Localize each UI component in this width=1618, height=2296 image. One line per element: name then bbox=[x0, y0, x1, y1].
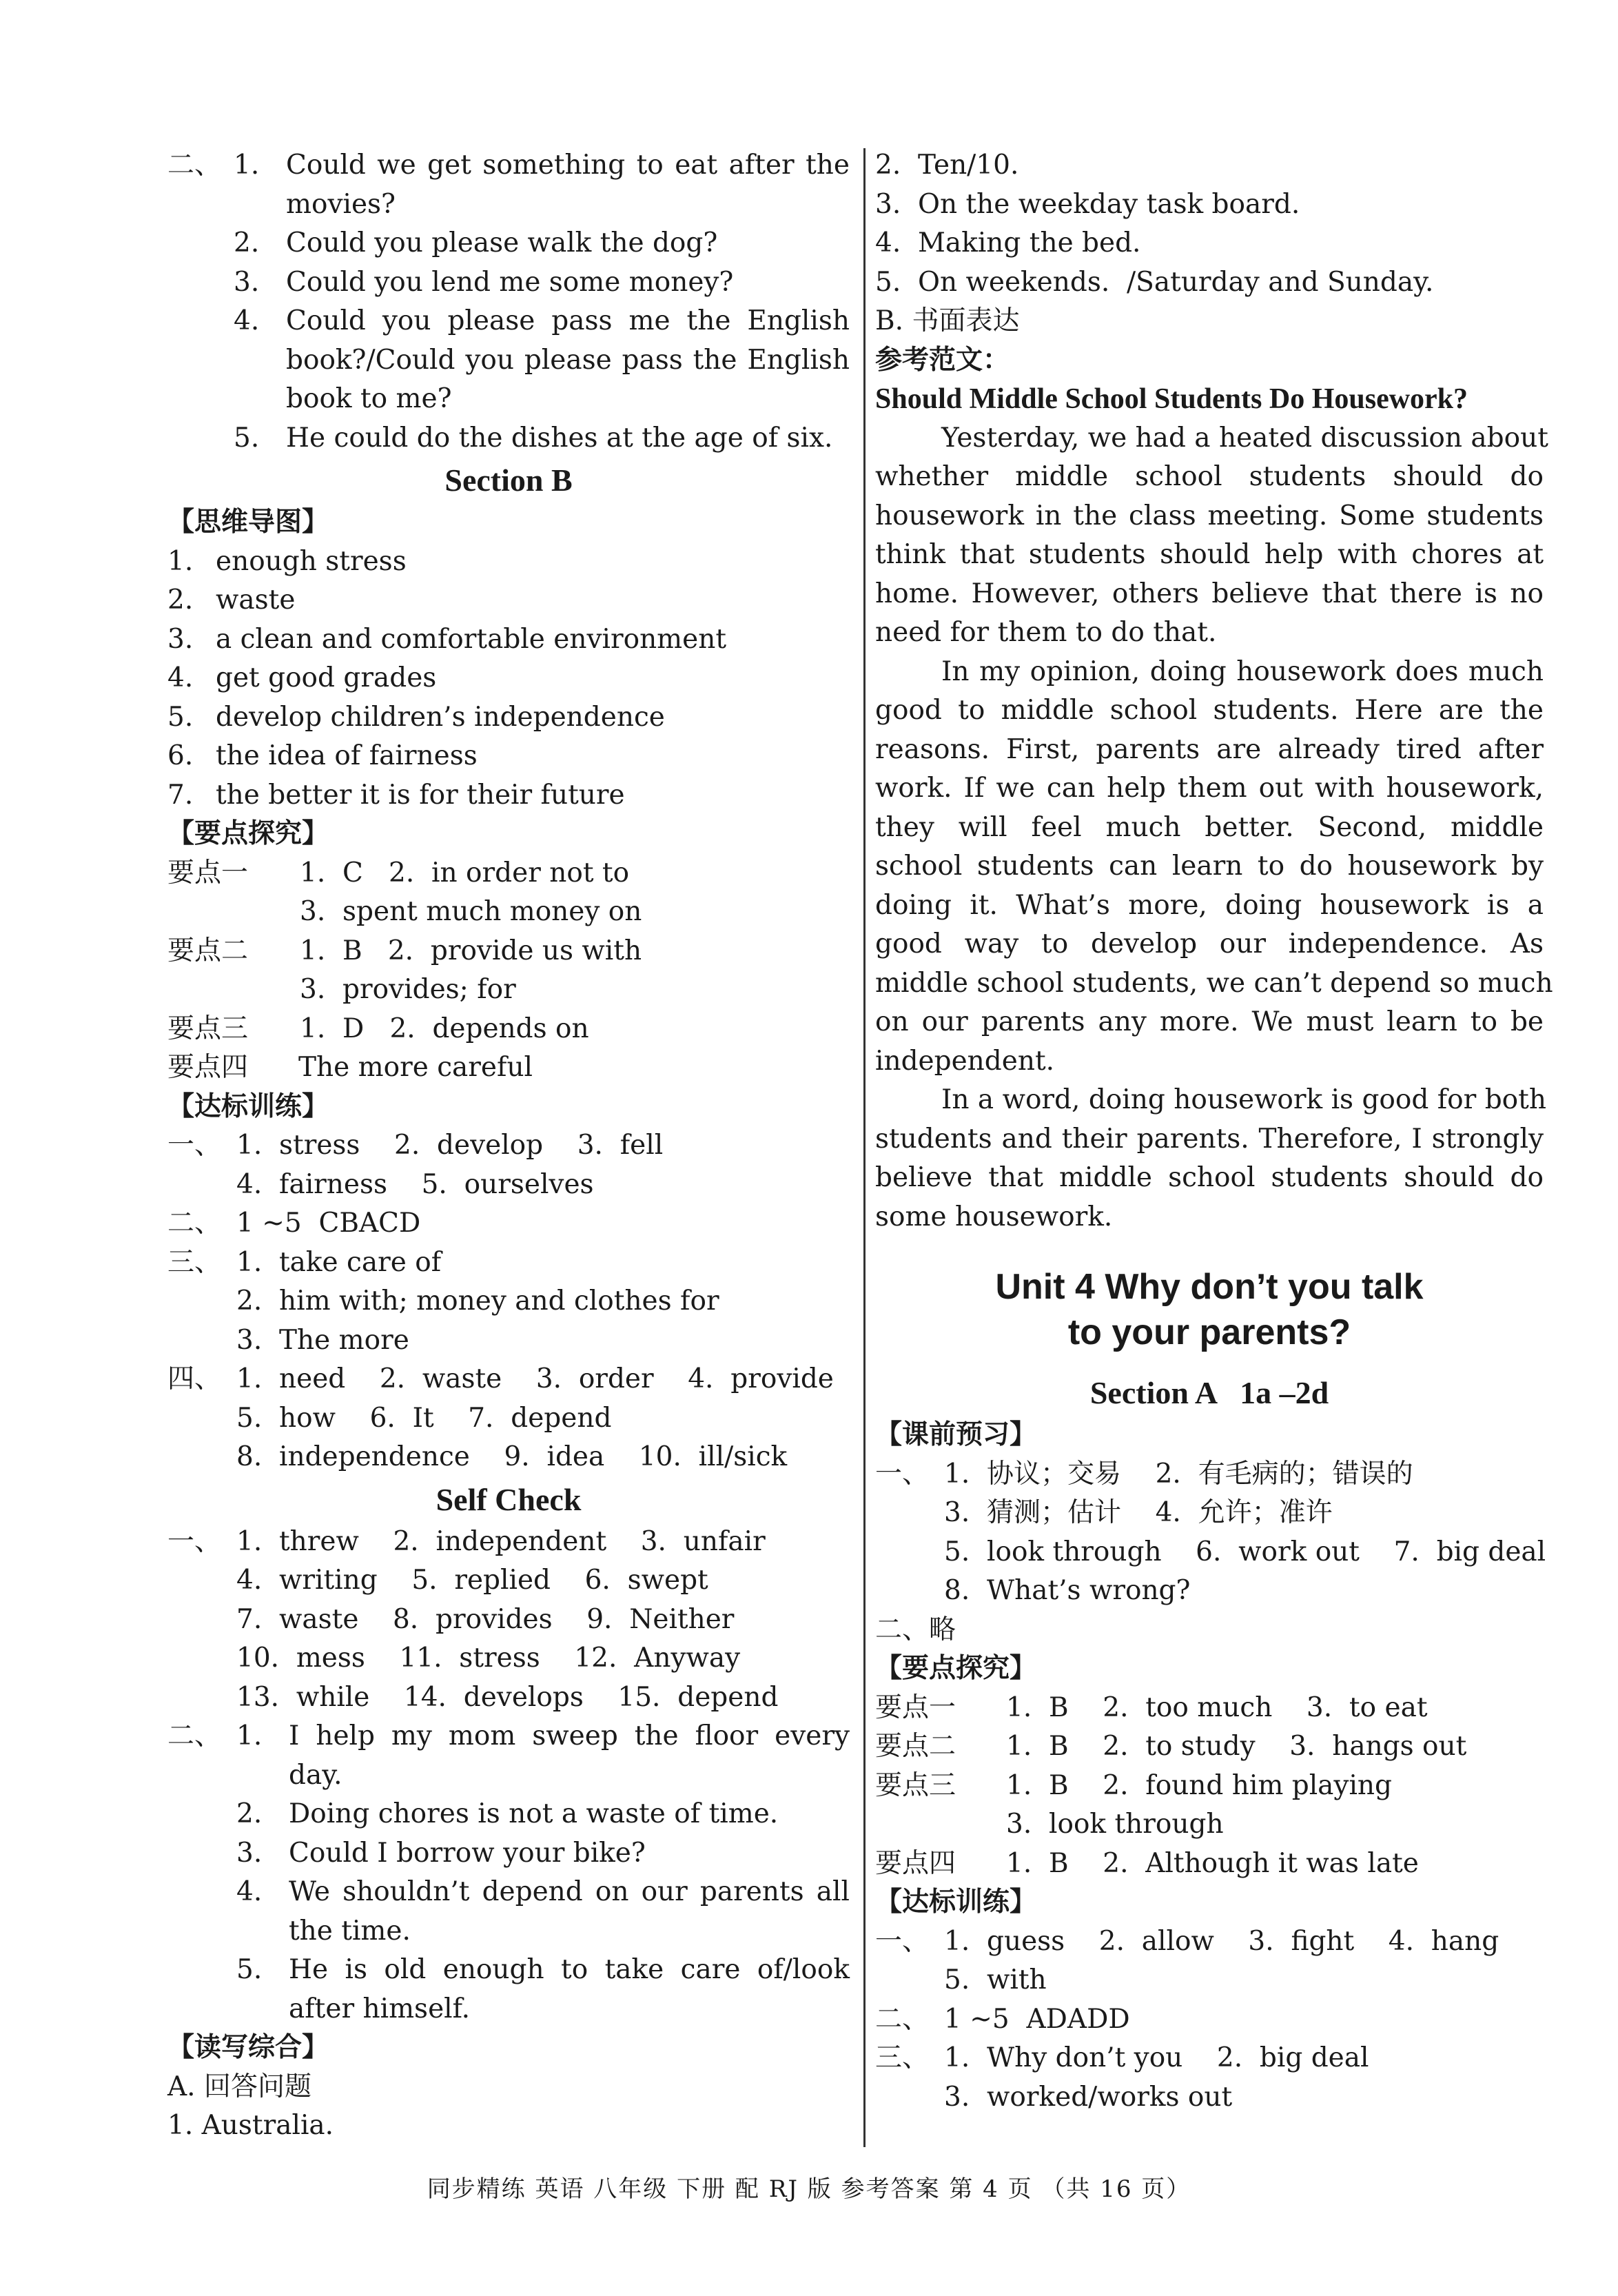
item-number: 3. bbox=[234, 266, 260, 298]
essay-line bbox=[875, 1042, 1544, 1081]
item-number: 7. bbox=[167, 779, 194, 811]
item-label bbox=[875, 2078, 944, 2117]
essay-text: on our parents any more. We must learn to be bbox=[875, 1006, 1544, 1037]
item-number bbox=[234, 380, 286, 419]
essay-line bbox=[875, 458, 1544, 497]
item-text: I help my mom sweep the floor every bbox=[289, 1720, 850, 1751]
keypoint-answer: 1. B 2. too much 3. to eat bbox=[1006, 1691, 1428, 1723]
keypoint-label: 要点四 bbox=[875, 1847, 956, 1879]
essay-text: middle school students, we can’t depend so much bbox=[875, 967, 1553, 999]
item-number: 5. bbox=[167, 701, 194, 733]
spacer bbox=[875, 1237, 1544, 1264]
answer-line bbox=[875, 1455, 1544, 1494]
item-label bbox=[875, 1533, 944, 1572]
item-label bbox=[167, 1399, 236, 1439]
essay-line bbox=[875, 769, 1544, 809]
essay-text: good to middle school students. Here are the bbox=[875, 695, 1544, 726]
item-text: Could you please pass me the English bbox=[286, 305, 850, 336]
item-number: 4. bbox=[234, 305, 260, 336]
sample-essay-label: 参考范文： bbox=[875, 344, 1010, 376]
item-label bbox=[167, 1166, 236, 1205]
essay-line bbox=[875, 1198, 1544, 1237]
item-number: 5. bbox=[234, 422, 260, 454]
keypoint-row bbox=[167, 1048, 850, 1088]
essay-line bbox=[875, 925, 1544, 964]
left-column bbox=[167, 146, 850, 2146]
essay-text: Yesterday, we had a heated discussion about bbox=[941, 422, 1548, 454]
item-label bbox=[875, 1961, 944, 2000]
list-item bbox=[167, 737, 850, 776]
item-label bbox=[167, 380, 234, 419]
keypoint-row bbox=[167, 932, 850, 971]
essay-line bbox=[875, 1159, 1544, 1198]
item-label: 二、 bbox=[167, 1208, 222, 1239]
item-number: 1. bbox=[167, 545, 194, 577]
essay-line bbox=[875, 575, 1544, 614]
item-text: the idea of fairness bbox=[216, 740, 478, 771]
unit-title: to your parents? bbox=[1067, 1312, 1351, 1352]
item-label bbox=[167, 341, 234, 380]
essay-line bbox=[875, 809, 1544, 848]
keypoint-label: 要点三 bbox=[167, 1013, 249, 1044]
keypoint-answer: 1. B 2. provide us with bbox=[300, 935, 642, 966]
item-label: 一、 bbox=[167, 1130, 222, 1161]
item-label: 三、 bbox=[875, 2042, 930, 2073]
item-text: enough stress bbox=[216, 545, 407, 577]
list-item bbox=[167, 620, 850, 660]
training-header: 【达标训练】 bbox=[167, 1090, 329, 1122]
essay-line bbox=[875, 497, 1544, 536]
preview-header: 【课前预习】 bbox=[875, 1419, 1037, 1450]
essay-text: work. If we can help them out with housework, bbox=[875, 773, 1544, 804]
list-item bbox=[167, 698, 850, 738]
essay-line bbox=[875, 536, 1544, 575]
answer-line bbox=[167, 1990, 850, 2029]
essay-text: home. However, others believe that there is no bbox=[875, 578, 1544, 609]
keypoint-answer: 1. B 2. found him playing bbox=[1006, 1769, 1393, 1801]
answer-line bbox=[167, 1243, 850, 1283]
answer-line bbox=[167, 1951, 850, 1990]
column-divider bbox=[863, 148, 866, 2147]
answer-line: B. 书面表达 bbox=[875, 305, 1020, 336]
answer-line: 4. Making the bed. bbox=[875, 227, 1141, 258]
answer-line bbox=[167, 1834, 850, 1873]
essay-line bbox=[875, 1120, 1544, 1159]
keypoint-label: 要点一 bbox=[167, 857, 249, 888]
item-text: 1. Why don’t you 2. big deal bbox=[944, 2042, 1369, 2073]
item-text: book to me? bbox=[286, 383, 452, 414]
keypoint-row bbox=[167, 1010, 850, 1049]
answer-line bbox=[167, 146, 850, 185]
answer-line bbox=[167, 263, 850, 303]
item-label bbox=[875, 1494, 944, 1533]
item-label bbox=[167, 419, 234, 458]
list-item bbox=[167, 542, 850, 582]
item-label bbox=[167, 1561, 236, 1601]
item-number: 2. bbox=[234, 227, 260, 258]
answer-line bbox=[167, 1126, 850, 1166]
page-footer: 同步精练 英语 八年级 下册 配 RJ 版 参考答案 第 4 页 （共 16 页） bbox=[427, 2175, 1191, 2203]
item-number bbox=[236, 1912, 289, 1951]
item-text: 1. 协议；交易 2. 有毛病的；错误的 bbox=[944, 1458, 1413, 1490]
item-text: 1 ~5 CBACD bbox=[236, 1208, 421, 1239]
keypoint-answer: 1. B 2. Although it was late bbox=[1006, 1847, 1419, 1879]
item-text: 10. mess 11. stress 12. Anyway bbox=[236, 1643, 741, 1674]
essay-text: In my opinion, doing housework does much bbox=[941, 656, 1544, 687]
answer-line bbox=[167, 1601, 850, 1640]
keypoint-answer: The more careful bbox=[298, 1052, 533, 1083]
item-text: He is old enough to take care of/look bbox=[289, 1954, 850, 1985]
essay-text: need for them to do that. bbox=[875, 617, 1217, 648]
item-label bbox=[167, 263, 234, 303]
answer-line bbox=[167, 1438, 850, 1477]
item-label bbox=[167, 1678, 236, 1718]
keypoint-label: 要点三 bbox=[875, 1769, 956, 1801]
answer-line bbox=[875, 2078, 1544, 2117]
answer-line bbox=[167, 1639, 850, 1678]
essay-line bbox=[875, 419, 1548, 458]
essay-line bbox=[875, 1081, 1544, 1120]
answer-line bbox=[167, 224, 850, 263]
item-label bbox=[167, 302, 234, 341]
section-b-title: Section B bbox=[444, 463, 573, 498]
answer-line bbox=[167, 341, 850, 380]
keypoint-answer: 3. provides; for bbox=[300, 974, 516, 1005]
item-number bbox=[234, 185, 286, 225]
item-text: 1. guess 2. allow 3. fight 4. hang bbox=[944, 1925, 1499, 1957]
item-text: 8. What’s wrong? bbox=[944, 1575, 1191, 1606]
answer-line bbox=[167, 1756, 850, 1796]
item-label: 一、 bbox=[875, 1925, 930, 1957]
keypoint-row bbox=[167, 854, 850, 893]
answer-line bbox=[167, 1523, 850, 1562]
item-text: 1. take care of bbox=[236, 1246, 442, 1278]
item-text: 4. fairness 5. ourselves bbox=[236, 1168, 594, 1200]
keypoint-row bbox=[167, 893, 850, 932]
item-label: 三、 bbox=[167, 1246, 222, 1278]
keypoint-answer: 3. spent much money on bbox=[300, 896, 642, 927]
essay-text: reasons. First, parents are already tired after bbox=[875, 733, 1544, 765]
item-text: movies? bbox=[286, 188, 396, 220]
item-number: 5. bbox=[236, 1954, 263, 1985]
item-text: 1. threw 2. independent 3. unfair bbox=[236, 1525, 766, 1557]
essay-text: they will feel much better. Second, middle bbox=[875, 811, 1544, 843]
essay-text: doing it. What’s more, doing housework is a bbox=[875, 889, 1544, 921]
item-text: a clean and comfortable environment bbox=[216, 623, 727, 655]
keypoints-header: 【要点探究】 bbox=[167, 818, 329, 849]
item-label bbox=[167, 1873, 236, 1912]
item-text: 5. how 6. It 7. depend bbox=[236, 1402, 612, 1434]
keypoint-answer: 1. B 2. to study 3. hangs out bbox=[1006, 1731, 1467, 1762]
item-text: day. bbox=[289, 1759, 342, 1791]
keypoint-row bbox=[875, 1767, 1544, 1806]
list-item bbox=[167, 659, 850, 698]
item-number: 2. bbox=[167, 585, 194, 616]
item-label: 一、 bbox=[167, 1525, 222, 1557]
keypoints-header: 【要点探究】 bbox=[875, 1653, 1037, 1684]
item-label bbox=[167, 1601, 236, 1640]
keypoint-row bbox=[875, 1689, 1544, 1728]
answer-line bbox=[167, 1795, 850, 1834]
item-text: 5. with bbox=[944, 1964, 1047, 1995]
item-text: We shouldn’t depend on our parents all bbox=[289, 1876, 850, 1907]
answer-line bbox=[167, 1717, 850, 1756]
item-text: 4. writing 5. replied 6. swept bbox=[236, 1565, 708, 1596]
item-number: 1. bbox=[234, 150, 260, 181]
answer-line bbox=[875, 1961, 1544, 2000]
item-text: 5. look through 6. work out 7. big deal bbox=[944, 1536, 1546, 1567]
item-text: 1. stress 2. develop 3. fell bbox=[236, 1130, 664, 1161]
item-label bbox=[875, 1572, 944, 1611]
answer-line bbox=[167, 1561, 850, 1601]
item-text: Doing chores is not a waste of time. bbox=[289, 1798, 779, 1829]
item-text: 7. waste 8. provides 9. Neither bbox=[236, 1603, 735, 1635]
essay-text: students and their parents. Therefore, I strongly bbox=[875, 1123, 1544, 1155]
answer-line: 1. Australia. bbox=[167, 2110, 334, 2141]
keypoint-label: 要点二 bbox=[167, 935, 249, 966]
item-label bbox=[167, 1990, 236, 2029]
keypoint-label: 要点二 bbox=[875, 1731, 956, 1762]
list-item bbox=[167, 581, 850, 620]
item-label bbox=[167, 185, 234, 225]
answer-line bbox=[167, 1912, 850, 1951]
answer-line bbox=[167, 302, 850, 341]
item-label bbox=[167, 1912, 236, 1951]
item-text: 13. while 14. develops 15. depend bbox=[236, 1681, 779, 1713]
training-header: 【达标训练】 bbox=[875, 1887, 1037, 1918]
item-number bbox=[236, 1756, 289, 1796]
answer-line bbox=[167, 185, 850, 225]
keypoint-row bbox=[875, 1727, 1544, 1767]
mindmap-header: 【思维导图】 bbox=[167, 507, 329, 538]
item-text: He could do the dishes at the age of six. bbox=[286, 422, 833, 454]
answer-line bbox=[167, 1204, 850, 1243]
item-text: get good grades bbox=[216, 662, 437, 693]
answer-line bbox=[167, 1678, 850, 1718]
keypoint-label: 要点一 bbox=[875, 1691, 956, 1723]
item-text: 3. The more bbox=[236, 1324, 409, 1356]
essay-text: believe that middle school students should do bbox=[875, 1162, 1544, 1193]
answer-line bbox=[875, 1922, 1544, 1962]
answer-line: 3. On the weekday task board. bbox=[875, 188, 1300, 220]
item-label: 四、 bbox=[167, 1363, 222, 1394]
keypoint-answer: 1. C 2. in order not to bbox=[300, 857, 630, 888]
self-check-title: Self Check bbox=[436, 1481, 582, 1517]
answer-line bbox=[875, 2000, 1544, 2040]
keypoint-label: 要点四 bbox=[167, 1052, 249, 1083]
spacer bbox=[875, 1355, 1544, 1370]
essay-text: In a word, doing housework is good for both bbox=[941, 1084, 1546, 1115]
essay-line bbox=[875, 886, 1544, 926]
item-label: 二、 bbox=[167, 1720, 222, 1751]
item-label bbox=[167, 224, 234, 263]
item-text: Could I borrow your bike? bbox=[289, 1837, 646, 1869]
answer-line bbox=[875, 1533, 1544, 1572]
item-label: 一、 bbox=[875, 1458, 930, 1490]
item-label bbox=[167, 1438, 236, 1477]
item-label bbox=[167, 1756, 236, 1796]
essay-text: whether middle school students should do bbox=[875, 461, 1544, 492]
essay-text: think that students should help with chores at bbox=[875, 539, 1544, 570]
item-label: 二、 bbox=[167, 150, 222, 181]
essay-line bbox=[875, 613, 1544, 653]
essay-line bbox=[875, 731, 1544, 770]
answer-line: 二、略 bbox=[875, 1614, 956, 1645]
essay-line bbox=[875, 691, 1544, 731]
reading-writing-header: 【读写综合】 bbox=[167, 2032, 329, 2063]
item-number: 6. bbox=[167, 740, 194, 771]
item-text: after himself. bbox=[289, 1993, 471, 2024]
answer-line bbox=[167, 1399, 850, 1439]
essay-line bbox=[875, 653, 1544, 692]
item-text: 3. worked/works out bbox=[944, 2081, 1233, 2113]
item-text: 2. him with; money and clothes for bbox=[236, 1286, 719, 1317]
answer-line: 2. Ten/10. bbox=[875, 150, 1019, 181]
section-a-title: Section A 1a –2d bbox=[1089, 1375, 1329, 1410]
item-text: book?/Could you please pass the English bbox=[286, 344, 850, 376]
keypoint-row bbox=[875, 1845, 1544, 1884]
answer-line: A. 回答问题 bbox=[167, 2071, 311, 2102]
essay-text: independent. bbox=[875, 1045, 1055, 1077]
item-label bbox=[167, 1282, 236, 1321]
essay-title: Should Middle School Students Do Housework? bbox=[875, 383, 1468, 415]
item-text: Could you lend me some money? bbox=[286, 266, 734, 298]
essay-line bbox=[875, 847, 1544, 886]
answer-line bbox=[875, 2039, 1544, 2078]
essay-text: school students can learn to do housework by bbox=[875, 851, 1544, 882]
answer-line bbox=[167, 1166, 850, 1205]
item-text: 1 ~5 ADADD bbox=[944, 2003, 1130, 2035]
item-text: Could you please walk the dog? bbox=[286, 227, 718, 258]
item-text: 8. independence 9. idea 10. ill/sick bbox=[236, 1441, 788, 1472]
item-number: 3. bbox=[236, 1837, 263, 1869]
item-number: 2. bbox=[236, 1798, 263, 1829]
answer-line bbox=[167, 1321, 850, 1361]
keypoint-answer: 1. D 2. depends on bbox=[300, 1013, 589, 1044]
answer-line bbox=[875, 1572, 1544, 1611]
essay-text: housework in the class meeting. Some students bbox=[875, 500, 1544, 531]
item-label bbox=[167, 1834, 236, 1873]
answer-line bbox=[167, 1282, 850, 1321]
item-text: develop children’s independence bbox=[216, 701, 665, 733]
item-number: 1. bbox=[236, 1720, 263, 1751]
essay-text: some housework. bbox=[875, 1201, 1113, 1232]
item-text: waste bbox=[216, 585, 296, 616]
answer-line bbox=[167, 380, 850, 419]
item-label bbox=[167, 1951, 236, 1990]
item-text: the better it is for their future bbox=[216, 779, 625, 811]
essay-line bbox=[875, 964, 1553, 1004]
item-label bbox=[167, 1795, 236, 1834]
item-label bbox=[167, 1321, 236, 1361]
answer-line bbox=[167, 419, 850, 458]
answer-line: 5. On weekends. /Saturday and Sunday. bbox=[875, 266, 1434, 298]
item-text: 1. need 2. waste 3. order 4. provide bbox=[236, 1363, 834, 1394]
answer-line bbox=[875, 1494, 1544, 1533]
essay-line bbox=[875, 1003, 1544, 1042]
item-number: 3. bbox=[167, 623, 194, 655]
item-label: 二、 bbox=[875, 2003, 930, 2035]
answer-line bbox=[167, 1873, 850, 1912]
answer-line bbox=[167, 1360, 850, 1399]
item-label bbox=[167, 1639, 236, 1678]
essay-text: good way to develop our independence. As bbox=[875, 928, 1544, 959]
list-item bbox=[167, 776, 850, 815]
keypoint-answer: 3. look through bbox=[1006, 1809, 1224, 1840]
unit-title: Unit 4 Why don’t you talk bbox=[995, 1267, 1424, 1307]
item-text: Could we get something to eat after the bbox=[286, 150, 850, 181]
item-number: 4. bbox=[236, 1876, 263, 1907]
keypoint-row bbox=[167, 971, 850, 1010]
item-number bbox=[236, 1990, 289, 2029]
item-text: 3. 猜测；估计 4. 允许；准许 bbox=[944, 1497, 1333, 1528]
right-column bbox=[875, 146, 1553, 2117]
item-number bbox=[234, 341, 286, 380]
item-number: 4. bbox=[167, 662, 194, 693]
keypoint-row bbox=[875, 1805, 1544, 1845]
item-text: the time. bbox=[289, 1915, 411, 1947]
